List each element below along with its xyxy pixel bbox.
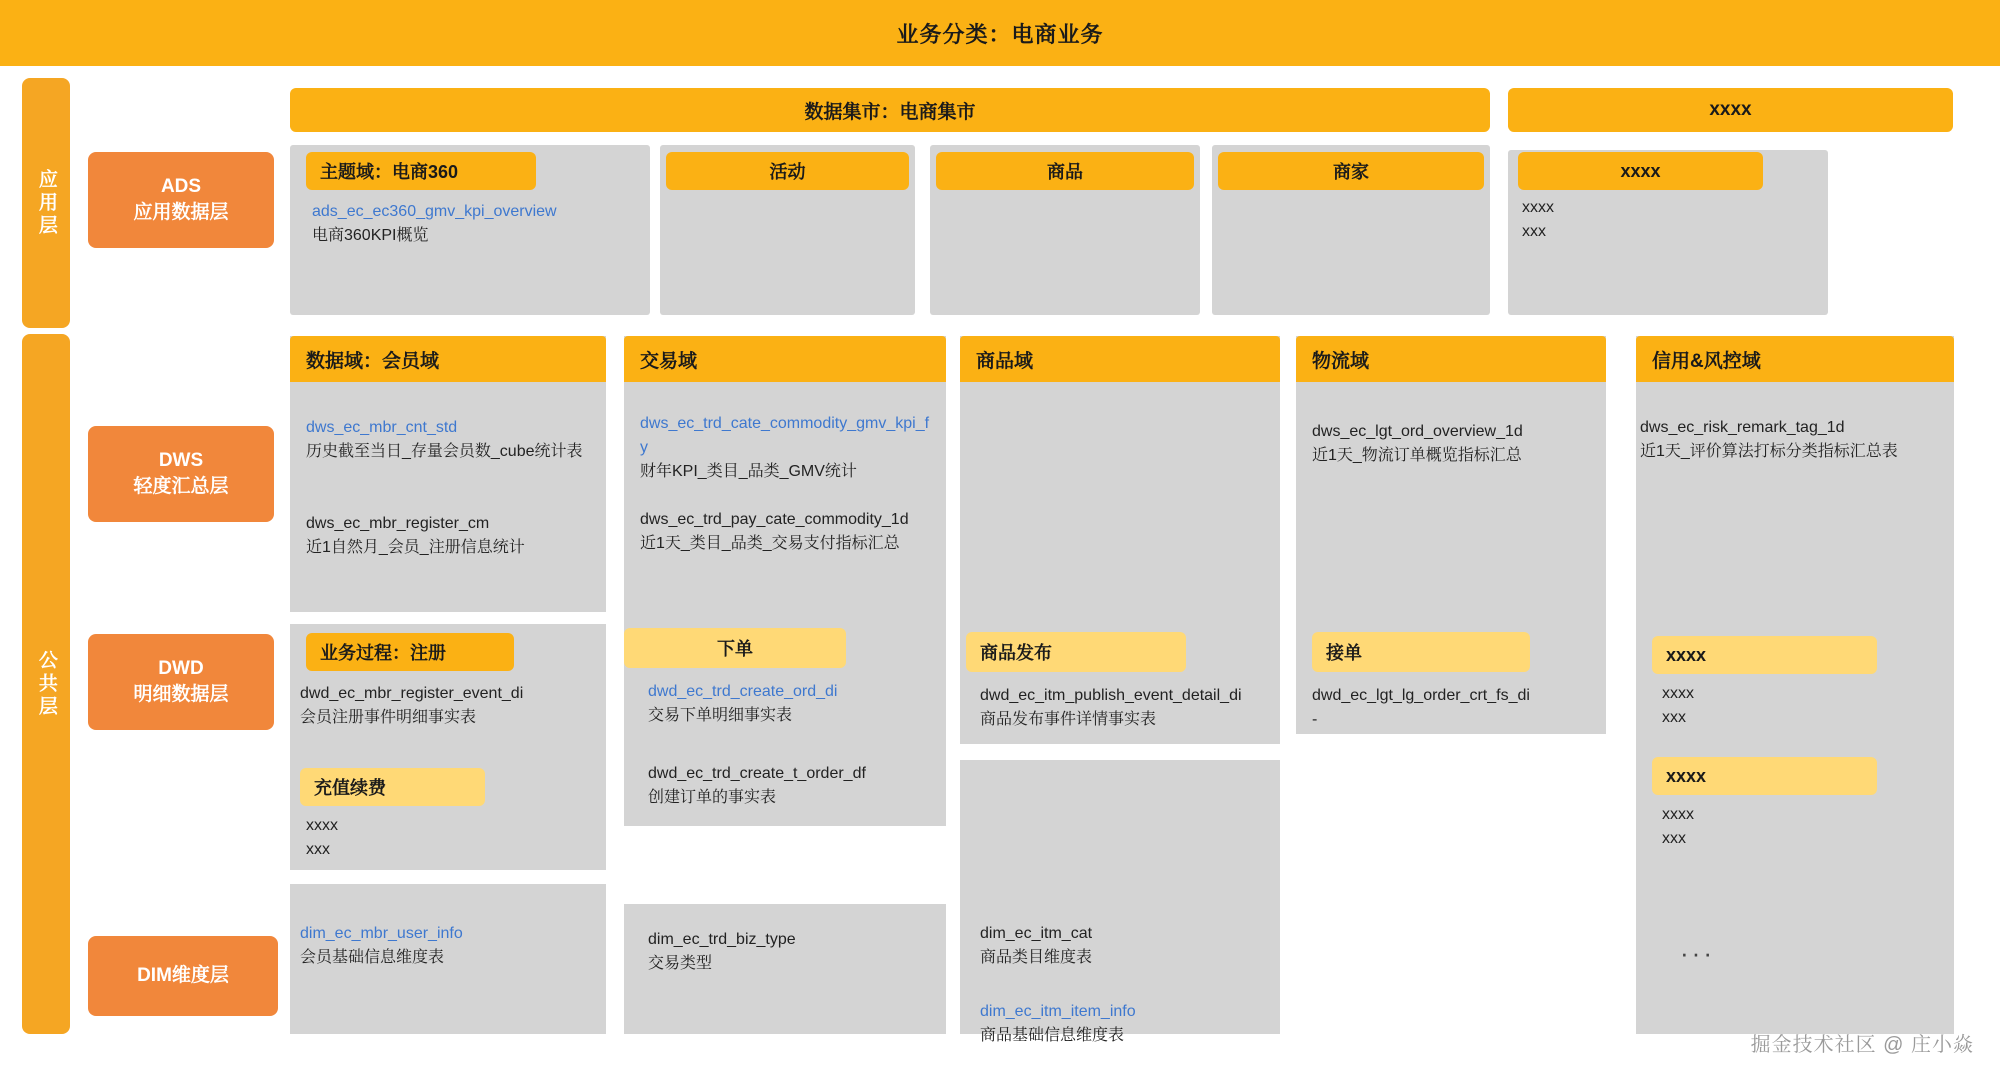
layer-chip-dwd-name: 明细数据层 <box>133 684 229 705</box>
table-name[interactable]: dwd_ec_lgt_lg_order_crt_fs_di <box>1312 687 1530 704</box>
process-header-risk-2: xxxx <box>1652 757 1877 795</box>
watermark <box>1751 1028 1974 1057</box>
table-name[interactable]: dim_ec_trd_biz_type <box>648 931 796 948</box>
line-1: xxxx <box>1662 806 1694 823</box>
table-desc: 商品基础信息维度表 <box>980 1027 1125 1044</box>
table-desc: 财年KPI_类目_品类_GMV统计 <box>640 463 857 480</box>
table-desc: 历史截至当日_存量会员数_cube统计表 <box>306 443 583 460</box>
table-desc: 会员基础信息维度表 <box>300 949 445 966</box>
table-name[interactable]: dwd_ec_trd_create_t_order_df <box>648 765 866 782</box>
ads-group-header-alt: xxxx <box>1518 152 1763 190</box>
ads-alt-lines <box>1522 196 1812 244</box>
layer-chip-ads-code: ADS <box>160 176 202 198</box>
dim-table-item-2 <box>980 1000 1270 1048</box>
layer-chip-dws-code: DWS <box>158 450 204 472</box>
dim-table-item-1 <box>980 922 1270 970</box>
layer-chip-dws-name: 轻度汇总层 <box>133 476 229 497</box>
column-header-member: 数据域：会员域 <box>290 336 606 382</box>
layer-chip-ads <box>88 152 274 248</box>
table-name[interactable]: dim_ec_mbr_user_info <box>300 925 463 942</box>
column-divider-item <box>960 744 1280 760</box>
process-header-member-register: 业务过程：注册 <box>306 633 514 671</box>
data-mart-header: 数据集市：电商集市 <box>290 88 1490 132</box>
member-recharge-lines <box>306 814 586 862</box>
dwd-table-logistics-1 <box>1312 684 1602 732</box>
table-desc: 商品类目维度表 <box>980 949 1093 966</box>
table-name[interactable]: dws_ec_risk_remark_tag_1d <box>1640 419 1845 436</box>
dwd-table-member-1 <box>300 682 600 730</box>
process-header-member-recharge: 充值续费 <box>300 768 485 806</box>
column-header-item: 商品域 <box>960 336 1280 382</box>
column-header-risk: 信用&风控域 <box>1636 336 1954 382</box>
risk-lines-2 <box>1662 803 1942 851</box>
layer-rail-application: 应用层 <box>22 78 70 328</box>
process-header-risk-1: xxxx <box>1652 636 1877 674</box>
layer-chip-dim-label: DIM维度层 <box>137 965 229 987</box>
process-header-logistics-accept: 接单 <box>1312 632 1530 672</box>
line-2: xxx <box>306 841 330 858</box>
table-name[interactable]: dwd_ec_trd_create_ord_di <box>648 683 838 700</box>
dws-table-trade-2 <box>640 508 930 556</box>
layer-chip-dwd-code: DWD <box>158 658 204 680</box>
table-desc: 商品发布事件详情事实表 <box>980 711 1157 728</box>
table-name[interactable]: dim_ec_itm_cat <box>980 925 1093 942</box>
process-header-item-publish: 商品发布 <box>966 632 1186 672</box>
table-desc: 交易类型 <box>648 955 713 972</box>
ads-theme-header: 主题域：电商360 <box>306 152 536 190</box>
alt-line-1: xxxx <box>1522 199 1554 216</box>
table-desc: 电商360KPI概览 <box>312 227 429 244</box>
column-header-trade: 交易域 <box>624 336 946 382</box>
table-desc: 近1天_类目_品类_交易支付指标汇总 <box>640 535 900 552</box>
table-name[interactable]: dws_ec_mbr_register_cm <box>306 515 490 532</box>
table-name[interactable]: dwd_ec_mbr_register_event_di <box>300 685 524 702</box>
process-header-trade-order: 下单 <box>624 628 846 668</box>
ads-group-header-activity: 活动 <box>666 152 909 190</box>
dws-table-trade-1 <box>640 412 930 484</box>
watermark-text: 掘金技术社区 @ 庄小焱 <box>1750 1034 1974 1056</box>
table-desc: 近1天_评价算法打标分类指标汇总表 <box>1640 443 1898 460</box>
table-name[interactable]: dwd_ec_itm_publish_event_detail_di <box>980 687 1242 704</box>
page-title: 业务分类：电商业务 <box>0 0 2000 66</box>
risk-lines-1 <box>1662 682 1942 730</box>
dws-table-member-2 <box>306 512 596 560</box>
table-name[interactable]: dws_ec_lgt_ord_overview_1d <box>1312 423 1523 440</box>
dim-table-member-1 <box>300 922 600 970</box>
data-mart-header-alt: xxxx <box>1508 88 1953 132</box>
column-divider-member <box>290 612 606 624</box>
dws-table-logistics-1 <box>1312 420 1602 468</box>
line-2: xxx <box>1662 709 1686 726</box>
column-body-logistics <box>1296 336 1606 734</box>
table-desc: 会员注册事件明细事实表 <box>300 709 477 726</box>
ads-table-entry <box>312 200 642 248</box>
layer-chip-ads-name: 应用数据层 <box>133 202 229 223</box>
table-desc: 近1自然月_会员_注册信息统计 <box>306 539 525 556</box>
dwd-table-item-1 <box>980 684 1270 732</box>
table-desc: 近1天_物流订单概览指标汇总 <box>1312 447 1522 464</box>
column-divider-trade <box>624 826 946 904</box>
table-name[interactable]: ads_ec_ec360_gmv_kpi_overview <box>312 203 557 220</box>
column-header-logistics: 物流域 <box>1296 336 1606 382</box>
line-1: xxxx <box>1662 685 1694 702</box>
dws-table-member-1 <box>306 416 596 464</box>
table-name[interactable]: dws_ec_mbr_cnt_std <box>306 419 458 436</box>
layer-chip-dim <box>88 936 278 1016</box>
table-name[interactable]: dim_ec_itm_item_info <box>980 1003 1136 1020</box>
alt-line-2: xxx <box>1522 223 1546 240</box>
table-desc: 交易下单明细事实表 <box>648 707 793 724</box>
table-name[interactable]: dws_ec_trd_pay_cate_commodity_1d <box>640 511 909 528</box>
layer-chip-dwd <box>88 634 274 730</box>
column-divider-member-2 <box>290 870 606 884</box>
line-1: xxxx <box>306 817 338 834</box>
dim-table-trade-1 <box>648 928 944 976</box>
table-desc: - <box>1312 711 1318 728</box>
dwd-table-trade-2 <box>648 762 944 810</box>
ads-group-header-product: 商品 <box>936 152 1194 190</box>
layer-chip-dws <box>88 426 274 522</box>
ads-group-header-merchant: 商家 <box>1218 152 1484 190</box>
dws-table-risk-1 <box>1640 416 1940 464</box>
line-2: xxx <box>1662 830 1686 847</box>
table-desc: 创建订单的事实表 <box>648 789 777 806</box>
table-name[interactable]: dws_ec_trd_cate_commodity_gmv_kpi_fy <box>640 415 930 456</box>
more-indicator: ··· <box>1680 938 1715 968</box>
dwd-table-trade-1 <box>648 680 944 728</box>
layer-rail-public: 公共层 <box>22 334 70 1034</box>
